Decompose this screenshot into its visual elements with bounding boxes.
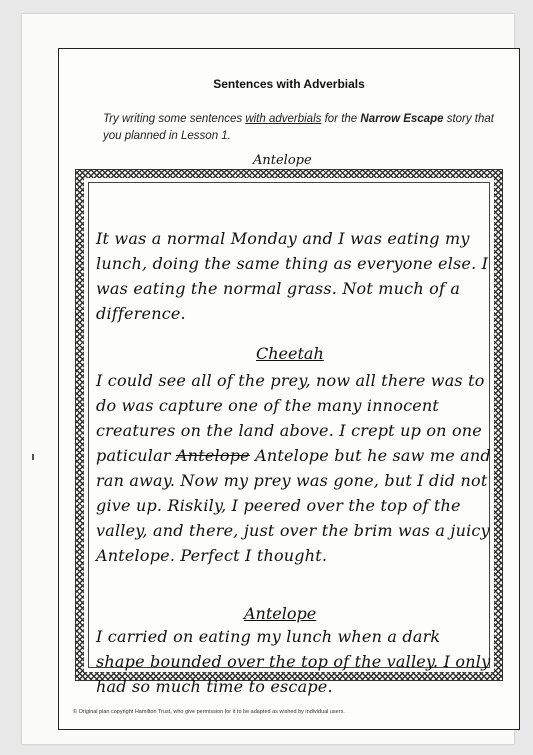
instruction-text: story that you planned in Lesson 1. bbox=[103, 113, 494, 142]
instructions bbox=[103, 111, 503, 145]
paragraph-text: Antelope but he saw me and ran away. Now my prey was gone, but I did not give up. Riskily, I peered over the top of the valley, and there, just over the brim was a juicy Antelope. Perfect I thought. bbox=[96, 446, 491, 565]
handwritten-paragraph-3: I carried on eating my lunch when a dark shape bounded over the top of the valley. I only had so much time to escape. bbox=[96, 627, 491, 696]
paragraph-text: I could see all of the prey, now all there was to do was capture one of the many innocent creatures on the land above. I crept up on one paticular bbox=[96, 371, 485, 465]
worksheet-page bbox=[22, 14, 514, 744]
crossed-out-word: Antelope bbox=[175, 446, 250, 465]
instruction-text: for the bbox=[321, 113, 361, 125]
handwritten-heading-antelope: Antelope bbox=[253, 153, 312, 168]
page-title: Sentences with Adverbials bbox=[213, 77, 365, 91]
decorative-border-box bbox=[75, 169, 503, 696]
handwritten-paragraph-2 bbox=[96, 368, 494, 568]
instruction-text: Try writing some sentences bbox=[103, 113, 246, 125]
instruction-story-name: Narrow Escape bbox=[360, 113, 444, 125]
handwritten-paragraph-1: It was a normal Monday and I was eating my lunch, doing the same thing as everyone else. I was eating the normal grass. Not much of a difference. bbox=[96, 229, 489, 323]
handwritten-heading-cheetah: Cheetah bbox=[256, 344, 324, 363]
page-frame bbox=[58, 48, 520, 730]
instruction-underlined: with adverbials bbox=[245, 113, 322, 125]
scan-mark bbox=[32, 454, 34, 460]
handwritten-heading-antelope-2: Antelope bbox=[244, 604, 317, 623]
copyright-footer: © Original plan copyright Hamilton Trust, who give permission for it to be adapted as wished by individual users. bbox=[73, 709, 345, 715]
